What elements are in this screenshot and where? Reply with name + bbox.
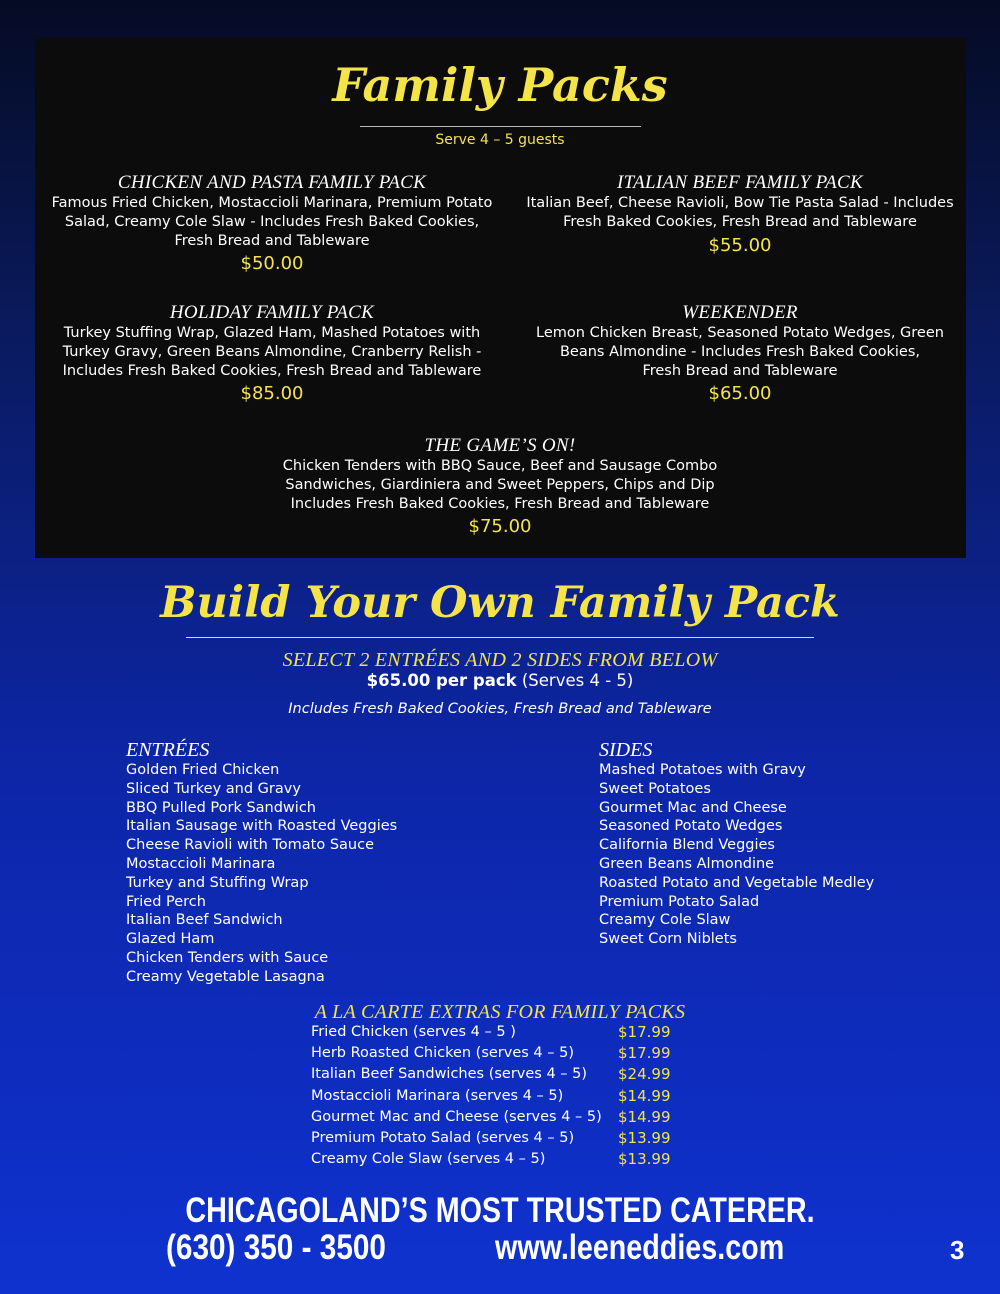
pack-description: [50, 324, 494, 380]
a-la-carte-item: [311, 1149, 671, 1170]
footer-phone: (630) 350 - 3500: [166, 1228, 386, 1267]
entrees-heading: ENTRÉES: [126, 739, 210, 761]
byo-includes: Includes Fresh Baked Cookies, Fresh Bread and Tableware: [288, 701, 712, 717]
list-item: Gourmet Mac and Cheese: [599, 799, 787, 816]
item-price: $24.99: [618, 1065, 671, 1084]
a-la-carte-item: [311, 1064, 671, 1085]
list-item: Seasoned Potato Wedges: [599, 818, 783, 835]
item-name: Creamy Cole Slaw (serves 4 – 5): [311, 1151, 546, 1168]
item-price: $17.99: [618, 1023, 671, 1041]
list-item: Fried Perch: [126, 893, 206, 910]
pack-name: HOLIDAY FAMILY PACK: [169, 302, 375, 323]
list-item: Golden Fried Chicken: [126, 762, 280, 778]
item-name: Mostaccioli Marinara (serves 4 – 5): [311, 1087, 564, 1104]
a-la-carte-heading: A LA CARTE EXTRAS FOR FAMILY PACKS: [314, 1001, 686, 1023]
pack-price: $55.00: [708, 234, 772, 256]
pack-description: [50, 194, 494, 250]
pack-description: [250, 457, 750, 513]
pack-chicken-and-pasta: [50, 172, 494, 276]
pack-name: THE GAME’S ON!: [424, 435, 576, 456]
list-item: Italian Sausage with Roasted Veggies: [126, 818, 398, 835]
list-item: Glazed Ham: [126, 931, 215, 948]
list-item: Italian Beef Sandwich: [126, 912, 283, 929]
item-price: $13.99: [618, 1128, 671, 1147]
item-price: $14.99: [618, 1086, 671, 1105]
a-la-carte-item: [311, 1128, 671, 1149]
list-item: Sliced Turkey and Gravy: [126, 780, 301, 797]
pack-desc-line: Lemon Chicken Breast, Seasoned Potato Wedges, Green: [536, 325, 944, 341]
a-la-carte-item: [311, 1086, 671, 1107]
list-item: Roasted Potato and Vegetable Medley: [599, 874, 875, 891]
pack-price: $75.00: [468, 516, 532, 538]
pack-desc-line: Salad, Creamy Cole Slaw - Includes Fresh Baked Cookies,: [64, 213, 480, 230]
pack-desc-line: Fresh Bread and Tableware: [174, 232, 370, 249]
item-name: Herb Roasted Chicken (serves 4 – 5): [311, 1045, 575, 1062]
entrees-list: [126, 761, 397, 987]
list-item: Sweet Potatoes: [599, 780, 711, 797]
list-item: Green Beans Almondine: [599, 855, 775, 872]
item-name: Fried Chicken (serves 4 – 5 ): [311, 1024, 516, 1040]
list-item: California Blend Veggies: [599, 837, 775, 854]
list-item: Sweet Corn Niblets: [599, 931, 737, 948]
pack-description: [520, 194, 960, 232]
item-name: Premium Potato Salad (serves 4 – 5): [311, 1129, 575, 1146]
item-name: Gourmet Mac and Cheese (serves 4 – 5): [311, 1108, 602, 1125]
list-item: Chicken Tenders with Sauce: [126, 949, 329, 966]
title-divider: [360, 126, 641, 127]
pack-desc-line: Fresh Bread and Tableware: [642, 362, 838, 379]
pack-desc-line: Turkey Stuffing Wrap, Glazed Ham, Mashed Potatoes with: [63, 325, 481, 341]
footer-tagline: CHICAGOLAND’S MOST TRUSTED CATERER.: [185, 1191, 815, 1230]
byo-price-line: [0, 670, 1000, 692]
pack-price: $50.00: [240, 253, 304, 275]
list-item: Mostaccioli Marinara: [126, 855, 276, 872]
a-la-carte-item: [311, 1107, 671, 1128]
pack-price: $85.00: [240, 383, 304, 405]
list-item: Turkey and Stuffing Wrap: [126, 874, 309, 891]
select-instruction: SELECT 2 ENTRÉES AND 2 SIDES FROM BELOW: [282, 649, 718, 671]
footer-website: www.leeneddies.com: [495, 1228, 785, 1267]
pack-description: [520, 324, 960, 380]
a-la-carte-item: [311, 1022, 671, 1043]
item-price: $14.99: [618, 1107, 671, 1126]
a-la-carte-item: [311, 1043, 671, 1064]
list-item: Mashed Potatoes with Gravy: [599, 762, 806, 778]
pack-holiday: [50, 302, 494, 406]
item-price: $13.99: [618, 1150, 671, 1169]
pack-desc-line: Fresh Baked Cookies, Fresh Bread and Tableware: [563, 213, 917, 230]
item-price: $17.99: [618, 1044, 671, 1063]
list-item: Creamy Cole Slaw: [599, 912, 731, 929]
byo-serves: (Serves 4 - 5): [516, 671, 634, 690]
pack-desc-line: Sandwiches, Giardiniera and Sweet Peppers, Chips and Dip: [285, 476, 715, 493]
a-la-carte-list: [311, 1022, 671, 1170]
sides-list: [599, 761, 874, 949]
pack-name: WEEKENDER: [682, 302, 798, 323]
pack-desc-line: Chicken Tenders with BBQ Sauce, Beef and Sausage Combo: [282, 458, 718, 474]
list-item: BBQ Pulled Pork Sandwich: [126, 799, 316, 816]
pack-desc-line: Includes Fresh Baked Cookies, Fresh Bread and Tableware: [290, 495, 710, 512]
build-your-own-divider: [186, 637, 814, 638]
pack-desc-line: Beans Almondine - Includes Fresh Baked Cookies,: [559, 343, 920, 360]
family-packs-subtitle: Serve 4 – 5 guests: [435, 132, 565, 148]
pack-desc-line: Famous Fried Chicken, Mostaccioli Marinara, Premium Potato: [51, 195, 493, 211]
list-item: Creamy Vegetable Lasagna: [126, 968, 325, 985]
pack-the-games-on: [250, 435, 750, 539]
page-number: 3: [950, 1235, 965, 1265]
pack-desc-line: Italian Beef, Cheese Ravioli, Bow Tie Pasta Salad - Includes: [526, 195, 954, 211]
pack-weekender: [520, 302, 960, 406]
pack-name: CHICKEN AND PASTA FAMILY PACK: [117, 172, 427, 193]
build-your-own-title: Build Your Own Family Pack: [160, 578, 840, 628]
pack-desc-line: Turkey Gravy, Green Beans Almondine, Cranberry Relish -: [62, 343, 482, 360]
pack-italian-beef: [520, 172, 960, 258]
pack-price: $65.00: [708, 383, 772, 405]
pack-name: ITALIAN BEEF FAMILY PACK: [617, 172, 863, 193]
list-item: Premium Potato Salad: [599, 893, 760, 910]
family-packs-title: Family Packs: [332, 58, 668, 112]
sides-heading: SIDES: [599, 739, 653, 761]
pack-desc-line: Includes Fresh Baked Cookies, Fresh Bread and Tableware: [62, 362, 482, 379]
item-name: Italian Beef Sandwiches (serves 4 – 5): [311, 1066, 588, 1083]
byo-price: $65.00 per pack: [366, 671, 517, 690]
list-item: Cheese Ravioli with Tomato Sauce: [126, 837, 375, 854]
